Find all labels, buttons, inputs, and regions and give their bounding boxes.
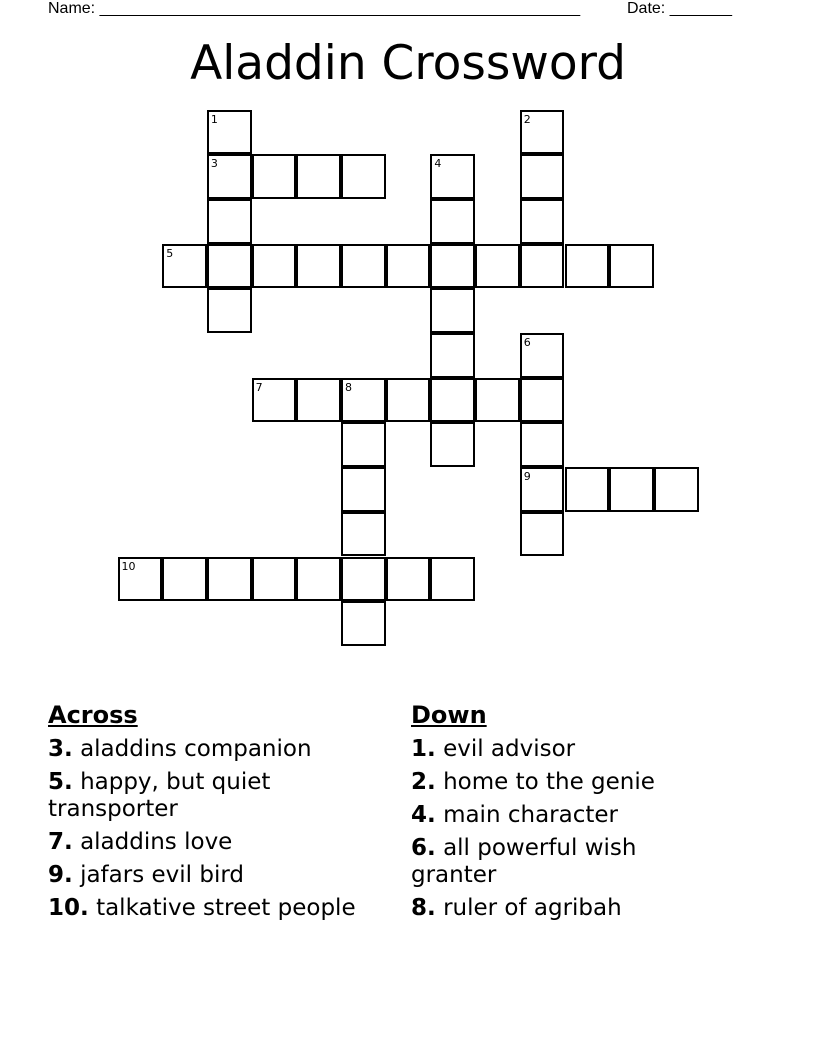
cell-number: 7 [255, 380, 263, 394]
grid-cell[interactable] [341, 422, 386, 467]
grid-cell[interactable] [341, 512, 386, 557]
grid-cell[interactable] [520, 110, 565, 155]
clue-text: home to the genie [443, 769, 655, 795]
clue-text: happy, but quiet transporter [48, 769, 271, 822]
date-field[interactable]: Date: _______ [627, 0, 732, 17]
clue-down-4 [411, 802, 711, 829]
clue-text: ruler of agribah [443, 895, 622, 921]
clue-number: 3. [48, 736, 73, 762]
name-field[interactable]: Name: ______________________________________________________ [48, 0, 581, 17]
clue-text: all powerful wish granter [411, 835, 637, 888]
grid-cell[interactable] [296, 154, 341, 199]
grid-cell[interactable] [520, 512, 565, 557]
grid-cell[interactable] [609, 244, 654, 289]
grid-cell[interactable] [207, 110, 252, 155]
grid-cell[interactable] [520, 467, 565, 512]
cell-number: 3 [210, 157, 218, 171]
clue-across-10 [48, 895, 398, 922]
grid-cell[interactable] [252, 244, 297, 289]
clue-number: 7. [48, 829, 73, 855]
grid-cell[interactable] [341, 601, 386, 646]
clue-across-9 [48, 862, 398, 889]
clue-across-3 [48, 736, 398, 763]
cell-number: 1 [210, 112, 218, 126]
grid-cell[interactable] [162, 244, 207, 289]
grid-cell[interactable] [520, 244, 565, 289]
grid-cell[interactable] [430, 199, 475, 244]
grid-cell[interactable] [565, 244, 610, 289]
grid-cell[interactable] [475, 378, 520, 423]
grid-cell[interactable] [386, 378, 431, 423]
grid-cell[interactable] [207, 288, 252, 333]
grid-cell[interactable] [430, 422, 475, 467]
grid-cell[interactable] [341, 154, 386, 199]
grid-cell[interactable] [520, 333, 565, 378]
cell-number: 10 [121, 559, 136, 573]
grid-cell[interactable] [296, 378, 341, 423]
grid-cell[interactable] [252, 154, 297, 199]
cell-number: 9 [523, 470, 531, 484]
clue-down-1 [411, 736, 711, 763]
clue-number: 4. [411, 802, 436, 828]
grid-cell[interactable] [207, 244, 252, 289]
cell-number: 8 [345, 380, 352, 394]
clue-number: 10. [48, 895, 89, 921]
clue-text: jafars evil bird [80, 862, 244, 888]
cell-number: 4 [434, 157, 442, 171]
grid-cell[interactable] [430, 154, 475, 199]
grid-cell[interactable] [296, 244, 341, 289]
across-heading: Across [48, 701, 138, 729]
cell-number: 2 [523, 112, 531, 126]
clue-down-2 [411, 769, 711, 796]
grid-cell[interactable] [341, 244, 386, 289]
clue-number: 8. [411, 895, 436, 921]
grid-cell[interactable] [520, 154, 565, 199]
cell-number: 5 [166, 246, 174, 260]
grid-cell[interactable] [654, 467, 699, 512]
cell-number: 6 [523, 336, 531, 349]
grid-cell[interactable] [430, 378, 475, 423]
grid-cell[interactable] [386, 557, 431, 602]
grid-cell[interactable] [565, 467, 610, 512]
grid-cell[interactable] [341, 378, 386, 423]
clue-number: 2. [411, 769, 436, 795]
grid-cell[interactable] [341, 557, 386, 602]
grid-cell[interactable] [520, 422, 565, 467]
across-clues [48, 700, 398, 928]
grid-cell[interactable] [430, 557, 475, 602]
clue-text: aladdins love [80, 829, 233, 855]
clue-text: aladdins companion [80, 736, 312, 762]
grid-cell[interactable] [162, 557, 207, 602]
clue-number: 5. [48, 769, 73, 795]
grid-cell[interactable] [609, 467, 654, 512]
down-clues [411, 700, 711, 928]
down-heading: Down [411, 701, 487, 729]
clue-text: evil advisor [443, 736, 576, 762]
grid-cell[interactable] [520, 199, 565, 244]
grid-cell[interactable] [207, 154, 252, 199]
clue-down-8 [411, 895, 711, 922]
clue-across-5 [48, 769, 398, 823]
grid-cell[interactable] [207, 199, 252, 244]
clue-across-7 [48, 829, 398, 856]
grid-cell[interactable] [386, 244, 431, 289]
page-title: Aladdin Crossword [190, 36, 626, 91]
grid-cell[interactable] [341, 467, 386, 512]
clue-number: 6. [411, 835, 436, 861]
grid-cell[interactable] [296, 557, 341, 602]
grid-cell[interactable] [475, 244, 520, 289]
grid-cell[interactable] [520, 378, 565, 423]
clue-text: talkative street people [96, 895, 356, 921]
grid-cell[interactable] [430, 333, 475, 378]
grid-cell[interactable] [252, 378, 297, 423]
grid-cell[interactable] [430, 288, 475, 333]
clue-down-6 [411, 835, 711, 889]
grid-cell[interactable] [207, 557, 252, 602]
clue-number: 9. [48, 862, 73, 888]
grid-cell[interactable] [430, 244, 475, 289]
grid-cell[interactable] [252, 557, 297, 602]
clue-number: 1. [411, 736, 436, 762]
grid-cell[interactable] [118, 557, 163, 602]
clue-text: main character [443, 802, 618, 828]
